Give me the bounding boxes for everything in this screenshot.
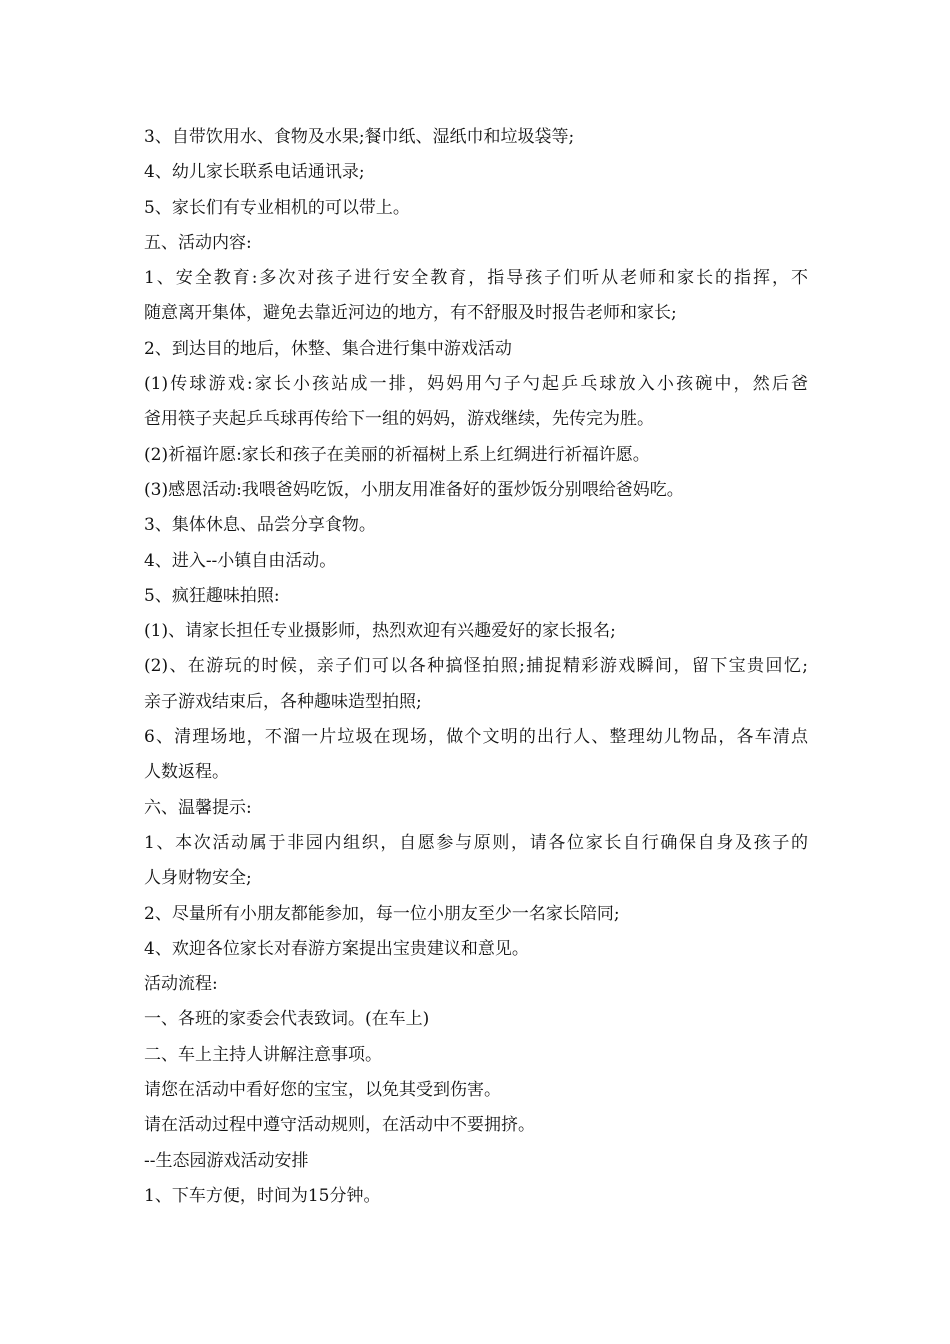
text-line: (2)祈福许愿:家长和孩子在美丽的祈福树上系上红绸进行祈福许愿。 [144, 444, 650, 465]
text-line: 五、活动内容: [144, 232, 252, 253]
document-body [144, 120, 808, 1214]
text-line: 一、各班的家委会代表致词。(在车上) [144, 1009, 430, 1030]
text-line: 爸用筷子夹起乒乓球再传给下一组的妈妈，游戏继续，先传完为胜。 [144, 409, 654, 430]
text-line: 1、本次活动属于非园内组织，自愿参与原则，请各位家长自行确保自身及孩子的 [144, 832, 808, 853]
text-line: 六、温馨提示: [144, 797, 252, 818]
text-line: 5、疯狂趣味拍照: [144, 585, 280, 606]
text-line: 5、家长们有专业相机的可以带上。 [144, 197, 410, 218]
text-line: 请在活动过程中遵守活动规则，在活动中不要拥挤。 [144, 1115, 535, 1136]
text-line: 6、清理场地，不溜一片垃圾在现场，做个文明的出行人、整理幼儿物品，各车清点 [144, 727, 808, 748]
text-line: 4、幼儿家长联系电话通讯录; [144, 162, 365, 183]
text-line: (1)、请家长担任专业摄影师，热烈欢迎有兴趣爱好的家长报名; [144, 621, 616, 642]
text-line: 2、尽量所有小朋友都能参加，每一位小朋友至少一名家长陪同; [144, 903, 620, 924]
text-line: 4、进入--小镇自由活动。 [144, 550, 337, 571]
text-line: 1、下车方便，时间为15分钟。 [144, 1185, 381, 1206]
text-line: 4、欢迎各位家长对春游方案提出宝贵建议和意见。 [144, 938, 529, 959]
text-line: 二、车上主持人讲解注意事项。 [144, 1044, 382, 1065]
text-line: 活动流程: [144, 974, 218, 995]
text-line: 人数返程。 [144, 762, 229, 783]
text-line: 1、安全教育:多次对孩子进行安全教育，指导孩子们听从老师和家长的指挥，不 [144, 268, 808, 289]
text-line: (2)、在游玩的时候，亲子们可以各种搞怪拍照;捕捉精彩游戏瞬间，留下宝贵回忆; [144, 656, 808, 677]
text-line: 3、自带饮用水、食物及水果;餐巾纸、湿纸巾和垃圾袋等; [144, 127, 575, 147]
text-line: 人身财物安全; [144, 868, 252, 889]
text-line: 2、到达目的地后，休整、集合进行集中游戏活动 [144, 338, 512, 359]
text-line: 3、集体休息、品尝分享食物。 [144, 515, 376, 536]
text-line: --生态园游戏活动安排 [144, 1150, 309, 1171]
text-line: (1)传球游戏:家长小孩站成一排，妈妈用勺子勺起乒乓球放入小孩碗中，然后爸 [144, 374, 808, 395]
text-line: 随意离开集体，避免去靠近河边的地方，有不舒服及时报告老师和家长; [144, 303, 677, 324]
text-line: (3)感恩活动:我喂爸妈吃饭，小朋友用准备好的蛋炒饭分别喂给爸妈吃。 [144, 479, 684, 500]
text-line: 请您在活动中看好您的宝宝，以免其受到伤害。 [144, 1080, 501, 1101]
text-line: 亲子游戏结束后，各种趣味造型拍照; [144, 691, 422, 712]
